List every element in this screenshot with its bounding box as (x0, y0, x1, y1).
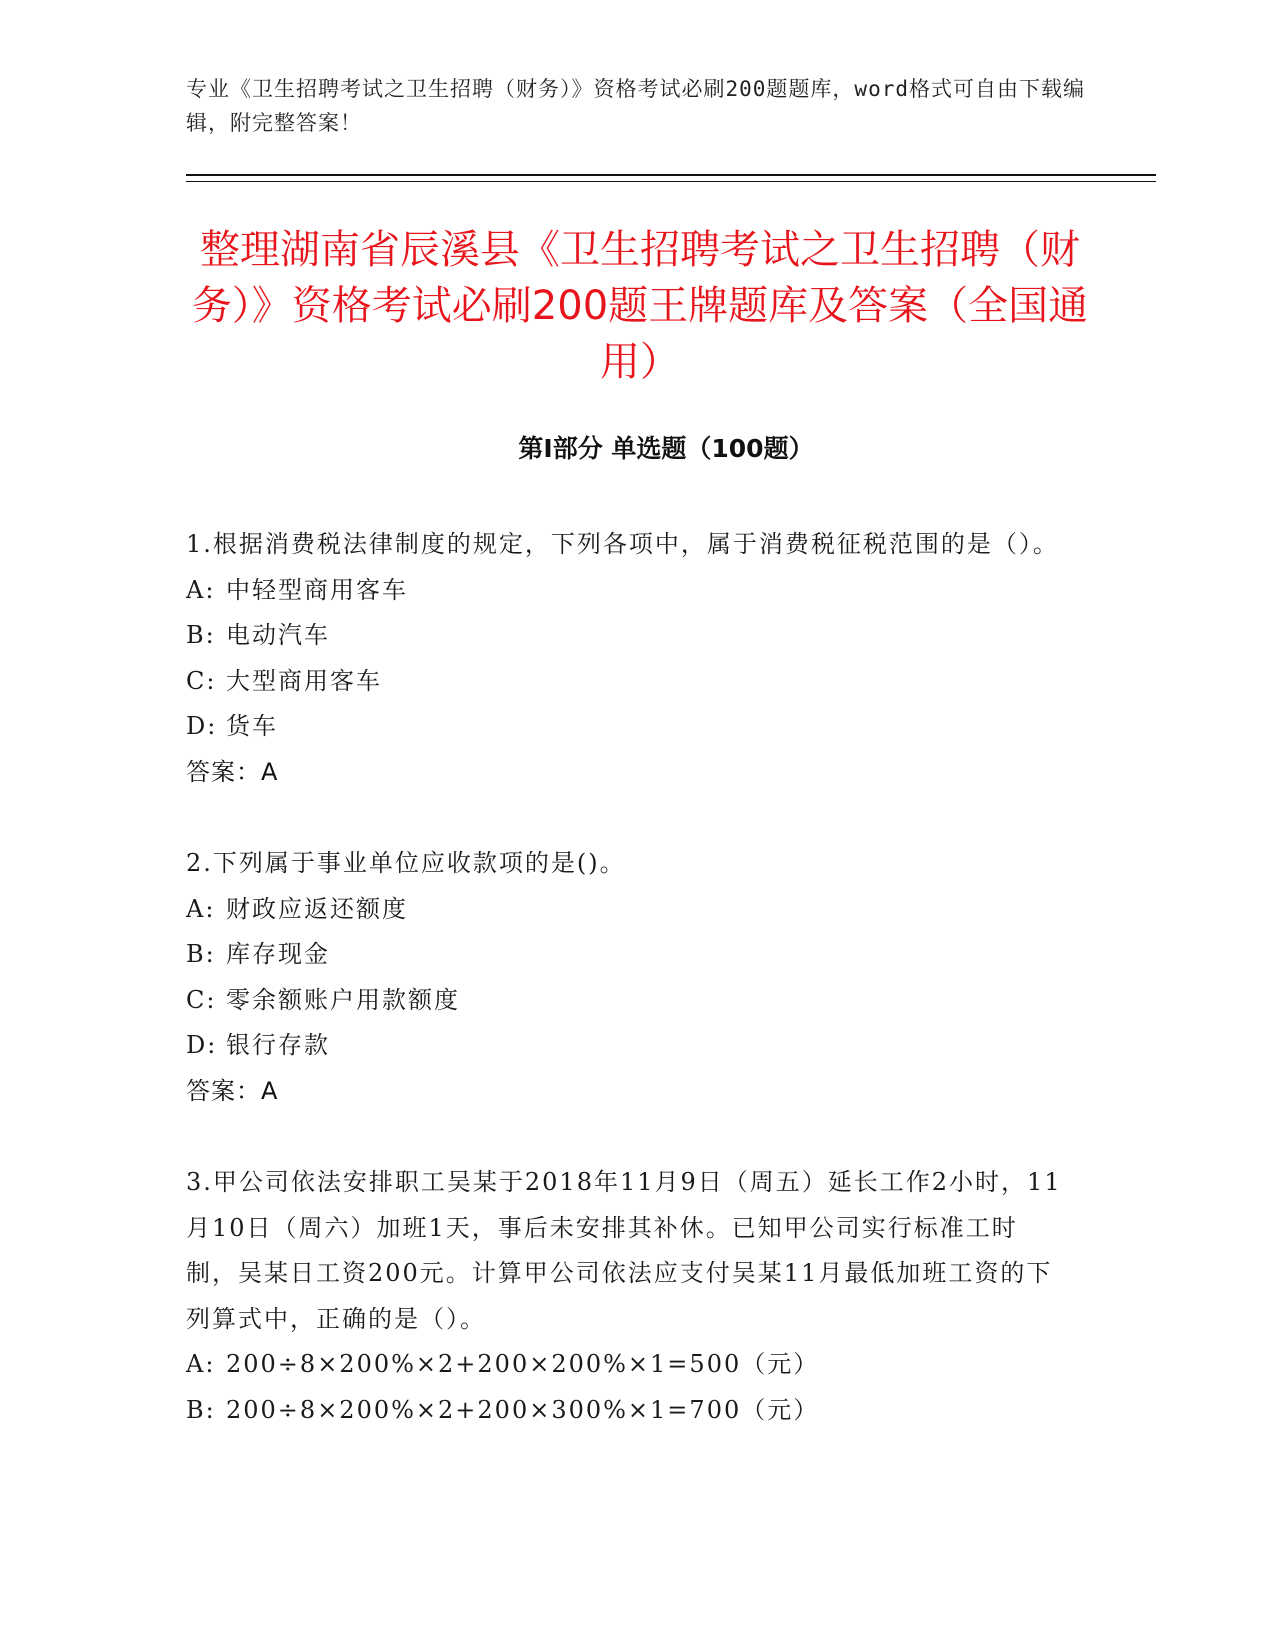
option-a (186, 1342, 1066, 1388)
option-text: 中轻型商用客车 (226, 575, 408, 604)
option-key: A: (186, 894, 216, 923)
option-text: 大型商用客车 (226, 666, 382, 695)
question-1 (186, 522, 1066, 795)
option-key: D: (186, 1031, 218, 1059)
header-divider-thin (186, 181, 1156, 182)
answer-line: 答案：A (186, 1076, 279, 1105)
question-3 (186, 1160, 1066, 1433)
option-key: B: (186, 1395, 216, 1424)
option-a (186, 568, 1066, 614)
option-key: A: (186, 1350, 216, 1378)
option-d (186, 1023, 1066, 1069)
option-key: C: (186, 666, 217, 695)
option-text: 银行存款 (226, 1031, 330, 1059)
question-2 (186, 841, 1066, 1114)
question-list (186, 522, 1066, 1479)
option-text: 财政应返还额度 (226, 894, 408, 923)
option-text: 零余额账户用款额度 (226, 985, 460, 1014)
option-c (186, 978, 1066, 1024)
option-b (186, 613, 1066, 659)
question-stem: 1.根据消费税法律制度的规定，下列各项中，属于消费税征税范围的是（）。 (186, 530, 1059, 558)
option-c (186, 659, 1066, 705)
option-key: A: (186, 575, 216, 604)
option-a (186, 887, 1066, 933)
header-divider-thick (186, 174, 1156, 176)
option-b (186, 932, 1066, 978)
option-key: D: (186, 712, 218, 740)
option-text: 货车 (226, 712, 278, 740)
question-stem: 2.下列属于事业单位应收款项的是()。 (186, 849, 626, 877)
option-b (186, 1388, 1066, 1434)
option-text: 200÷8×200%×2+200×300%×1=700（元） (226, 1395, 820, 1424)
option-key: B: (186, 940, 216, 968)
answer-line: 答案：A (186, 757, 279, 786)
option-key: C: (186, 985, 217, 1014)
option-text: 库存现金 (226, 940, 330, 968)
question-stem: 3.甲公司依法安排职工吴某于2018年11月9日（周五）延长工作2小时，11月10日（周六）加班1天，事后未安排其补休。已知甲公司实行标准工时制，吴某日工资200元。计算甲公司依法应支付吴某11月最低加班工资的下列算式中，正确的是（）。 (186, 1168, 1062, 1333)
option-text: 200÷8×200%×2+200×200%×1=500（元） (226, 1350, 820, 1378)
section-title: 第I部分 单选题（100题） (518, 434, 814, 463)
option-key: B: (186, 621, 216, 649)
header-note: 专业《卫生招聘考试之卫生招聘（财务）》资格考试必刷200题题库，word格式可自由下载编辑，附完整答案！ (186, 77, 1085, 135)
option-d (186, 704, 1066, 750)
document-title: 整理湖南省辰溪县《卫生招聘考试之卫生招聘（财务）》资格考试必刷200题王牌题库及答案（全国通用） (191, 227, 1089, 385)
option-text: 电动汽车 (226, 621, 330, 649)
